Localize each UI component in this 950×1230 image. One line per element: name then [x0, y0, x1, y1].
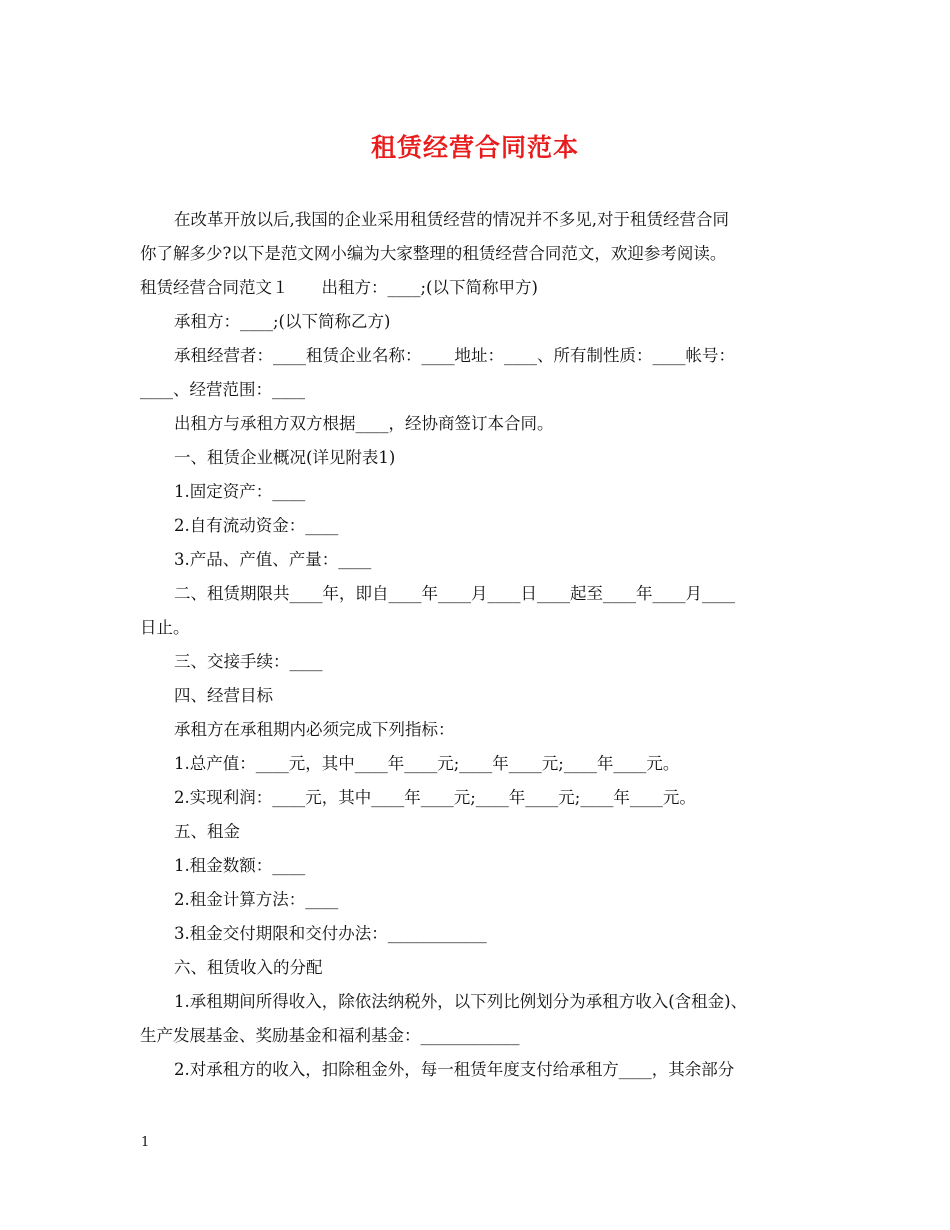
text-line: 六、租赁收入的分配	[174, 958, 323, 977]
text-line: 三、交接手续：____	[174, 652, 323, 671]
text-line: ____、经营范围：____	[140, 380, 305, 399]
text-line: 1.总产值：____元，其中____年____元;____年____元;____年____元。	[174, 754, 680, 773]
text-line: 五、租金	[174, 822, 240, 841]
text-line: 日止。	[140, 618, 190, 637]
text-line: 你了解多少?以下是范文网小编为大家整理的租赁经营合同范文，欢迎参考阅读。	[140, 244, 727, 263]
text-line: 承租经营者：____租赁企业名称：____地址：____、所有制性质：____帐号：	[174, 346, 735, 365]
text-line: 2.自有流动资金：____	[174, 516, 339, 535]
text-line: 承租方在承租期内必须完成下列指标：	[174, 720, 455, 739]
text-line: 租赁经营合同范文１ 出租方：____;(以下简称甲方)	[140, 278, 538, 297]
text-line: 2.对承租方的收入，扣除租金外，每一租赁年度支付给承租方____，其余部分	[174, 1060, 735, 1079]
text-line: 在改革开放以后,我国的企业采用租赁经营的情况并不多见,对于租赁经营合同	[174, 210, 729, 229]
document-title: 租赁经营合同范本	[370, 133, 579, 162]
text-line: 出租方与承租方双方根据____，经协商签订本合同。	[174, 414, 554, 433]
text-line: 3.产品、产值、产量：____	[174, 550, 372, 569]
text-line: 承租方：____;(以下简称乙方)	[174, 312, 391, 331]
text-line: 四、经营目标	[174, 686, 273, 705]
page-number: 1	[141, 1135, 150, 1150]
text-line: 生产发展基金、奖励基金和福利基金：____________	[140, 1026, 520, 1045]
text-line: 1.租金数额：____	[174, 856, 306, 875]
text-line: 2.实现利润：____元，其中____年____元;____年____元;____年____元。	[174, 788, 696, 807]
text-line: 3.租金交付期限和交付办法：____________	[174, 924, 487, 943]
text-line: 2.租金计算方法：____	[174, 890, 339, 909]
text-line: 1.承租期间所得收入，除依法纳税外，以下列比例划分为承租方收入(含租金)、	[174, 992, 748, 1011]
text-line: 1.固定资产：____	[174, 482, 306, 501]
document-body	[140, 203, 810, 1087]
text-line: 二、租赁期限共____年，即自____年____月____日____起至____年____月____	[174, 584, 735, 603]
text-line: 一、租赁企业概况(详见附表1)	[174, 448, 396, 467]
